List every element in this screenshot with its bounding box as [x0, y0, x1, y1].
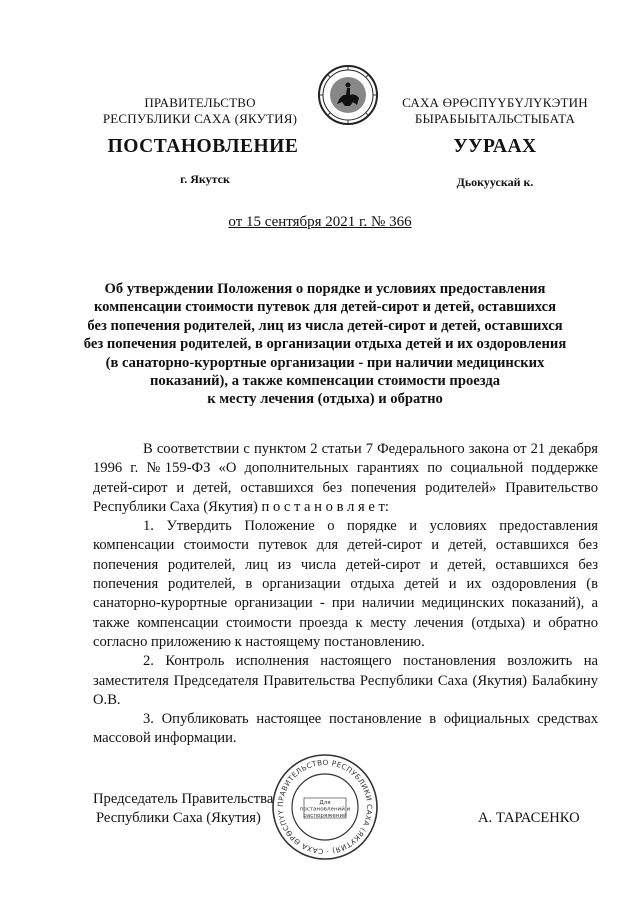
intro-paragraph: В соответствии с пунктом 2 статьи 7 Федерального закона от 21 декабря 1996 г. №159-ФЗ «О дополнительных гарантиях по социальной поддержке детей-сирот и детей, оставшихся без попечения родителей» Правительство Республики Саха (Якутия) п о с т а н о в л я е т:: [93, 441, 598, 515]
title-line: без попечения родителей, лиц из числа детей-сирот и детей, оставшихся: [87, 317, 563, 334]
city-ru: г. Якутск: [180, 172, 230, 186]
signature-position-line2: Республики Саха (Якутия): [96, 810, 261, 826]
doc-type-ru: ПОСТАНОВЛЕНИЕ: [107, 136, 299, 157]
header-right: [385, 95, 605, 127]
item-3-paragraph: 3. Опубликовать настоящее постановление в официальных средствах массовой информации.: [93, 711, 598, 747]
item-1-paragraph: 1. Утвердить Положение о порядке и условиях предоставления компенсации стоимости путевок для детей-сирот и детей, оставшихся без попечения родителей, лиц из числа детей-сирот и детей, оставшихся без попечения родителей, в организации отдыха детей и их оздоровления (в санаторно-курортные организации - при наличии медицинских показаний), а также компенсации стоимости проезда к месту лечения (отдыха) и обратно согласно приложению к настоящему постановлению.: [93, 518, 598, 650]
title-line: Об утверждении Положения о порядке и условиях предоставления: [104, 281, 546, 297]
title-line: (в санаторно-курортные организации - при наличии медицинских: [105, 354, 545, 371]
stamp-center-line1: Для: [319, 800, 331, 806]
header-right-line2: БЫРАБЫЫТАЛЬСТЫБАТА: [414, 111, 576, 126]
official-stamp: [270, 752, 380, 862]
emblem-icon: [317, 64, 379, 126]
signature-name: А. ТАРАСЕНКО: [478, 810, 580, 826]
stamp-center-line3: распоряжений: [303, 813, 347, 819]
stamp-center-line2: постановлений и: [299, 806, 351, 813]
header-left-line1: ПРАВИТЕЛЬСТВО: [144, 95, 256, 110]
stamp-ring-text: ПРАВИТЕЛЬСТВО РЕСПУБЛИКИ САХА (ЯКУТИЯ) · САХА ӨРӨСПҮҮ: [275, 757, 375, 857]
title-line: без попечения родителей, в организации отдыха детей и их оздоровления: [83, 336, 567, 353]
doc-type-sah: УУРААХ: [453, 136, 537, 157]
signature-position: [93, 790, 273, 828]
header-right-line1: САХА ӨРӨСПҮҮБҮЛҮКЭТИН: [402, 95, 588, 110]
date-number-line: от 15 сентября 2021 г. № 366: [228, 214, 412, 230]
city-sah: Дьокуускай к.: [456, 175, 534, 189]
document-title: [80, 280, 570, 409]
coat-of-arms-emblem: [317, 64, 379, 126]
stamp-icon: [270, 752, 380, 862]
title-line: показаний), а также компенсации стоимости проезда: [149, 373, 501, 390]
document-body: [93, 440, 598, 749]
title-line: к месту лечения (отдыха) и обратно: [207, 391, 443, 408]
header-left: [95, 95, 305, 127]
header-left-line2: РЕСПУБЛИКИ САХА (ЯКУТИЯ): [102, 111, 298, 126]
signature-position-line1: Председатель Правительства: [93, 791, 274, 807]
title-line: компенсации стоимости путевок для детей-сирот и детей, оставшихся: [93, 299, 557, 316]
item-2-paragraph: 2. Контроль исполнения настоящего постановления возложить на заместителя Председателя Правительства Республики Саха (Якутия) Балабкину О.В.: [93, 653, 598, 708]
